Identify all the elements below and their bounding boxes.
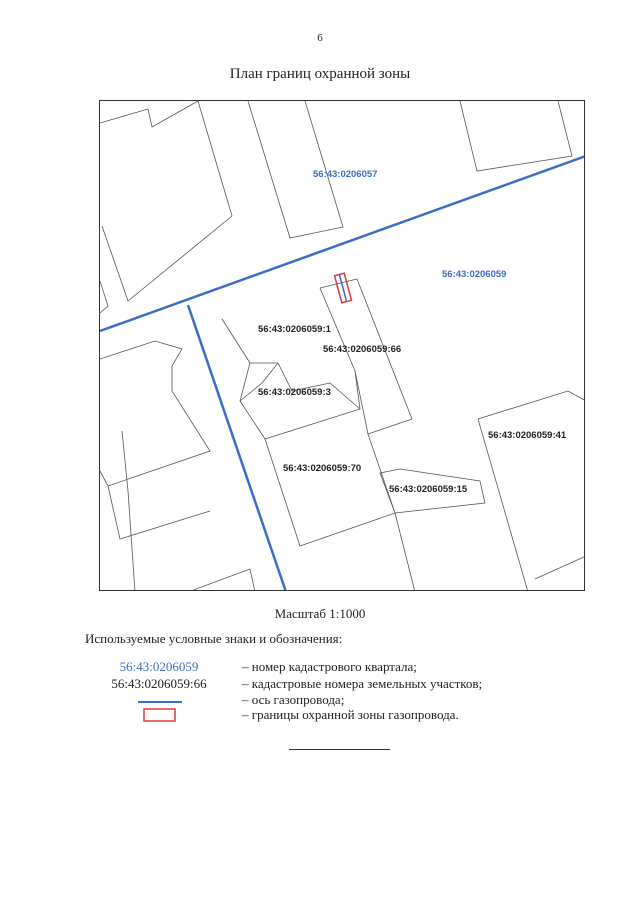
parcel-boundary: [100, 101, 198, 127]
legend-desc-quarter: – номер кадастрового квартала;: [242, 659, 417, 674]
legend-desc-pipeline: – ось газопровода;: [242, 692, 345, 707]
parcel-boundary: [100, 281, 108, 313]
parcel-boundary: [108, 486, 210, 539]
parcel-boundary: [122, 431, 135, 591]
page-number: 6: [317, 32, 323, 44]
protection-zone: [335, 273, 352, 303]
parcel-boundary: [535, 556, 585, 579]
quarter-label-0206059: 56:43:0206059: [442, 269, 507, 280]
legend-title: Используемые условные знаки и обозначения:: [85, 631, 343, 646]
parcel-label-15: 56:43:0206059:15: [389, 484, 468, 495]
parcel-boundary: [460, 101, 572, 171]
map-frame: [99, 100, 585, 591]
parcel-boundary: [222, 288, 360, 439]
legend-desc-zone: – границы охранной зоны газопровода.: [242, 707, 459, 722]
parcel-label-66: 56:43:0206059:66: [323, 344, 402, 355]
legend-desc-parcel: – кадастровые номера земельных участков;: [242, 676, 483, 691]
legend-row-quarter: [0, 659, 640, 677]
legend-row-zone: [0, 707, 640, 725]
red-rectangle-icon: [143, 707, 176, 723]
gas-pipeline-axis-main: [100, 156, 585, 331]
cadastral-map: [100, 101, 585, 591]
legend-symbol-parcel: 56:43:0206059:66: [111, 676, 207, 691]
footer-divider: [289, 749, 390, 750]
gas-pipeline-axis-branch: [188, 305, 286, 591]
parcel-boundary: [102, 101, 232, 301]
blue-line-icon: [138, 692, 182, 708]
parcel-boundary: [250, 363, 360, 409]
parcel-label-3: 56:43:0206059:3: [258, 387, 331, 398]
parcel-boundary: [188, 569, 255, 591]
parcel-label-41: 56:43:0206059:41: [488, 430, 567, 441]
parcel-boundary: [100, 341, 210, 486]
parcel-boundary: [265, 434, 395, 546]
parcel-boundary: [320, 279, 412, 434]
plan-title: План границ охранной зоны: [229, 66, 411, 82]
parcel-boundary: [395, 513, 415, 591]
parcel-label-1: 56:43:0206059:1: [258, 324, 331, 335]
scale-label: Масштаб 1:1000: [274, 606, 366, 621]
parcel-boundary: [478, 391, 585, 419]
legend-symbol-quarter: 56:43:0206059: [119, 659, 199, 674]
parcel-label-70: 56:43:0206059:70: [283, 463, 362, 474]
quarter-label-0206057: 56:43:0206057: [313, 169, 378, 180]
parcel-boundary: [478, 419, 528, 591]
